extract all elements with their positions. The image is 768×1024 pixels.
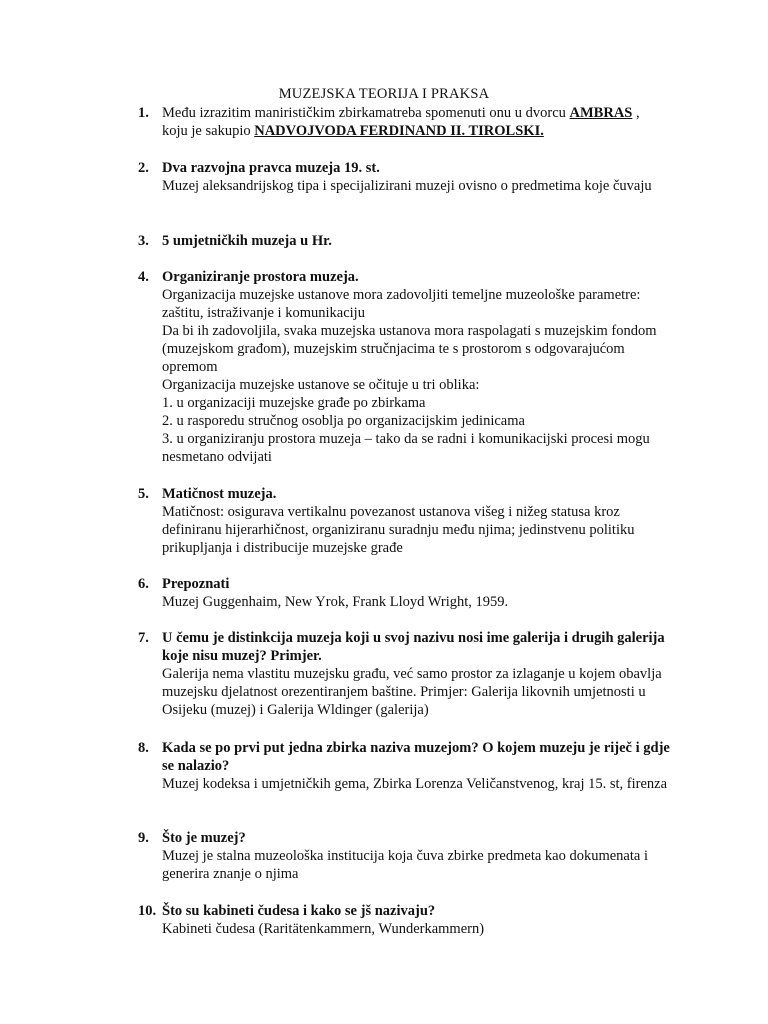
item-body (162, 159, 678, 195)
item-number: 5. (138, 486, 149, 502)
item-body (162, 268, 678, 466)
item-question: Organiziranje prostora muzeja. (162, 269, 359, 285)
item-text: , (632, 105, 640, 121)
item-answer: Muzej aleksandrijskog tipa i specijalizirani muzeji ovisno o predmetima koje čuvaju (162, 178, 652, 194)
item-answer: 3. u organiziranju prostora muzeja – tako da se radni i komunikacijski procesi mogu nesmetano odvijati (162, 431, 650, 465)
item-answer: Da bi ih zadovoljila, svaka muzejska ustanova mora raspolagati s muzejskim fondom (muzejskom građom), muzejskim stručnjacima te s prostorom s odgovarajućom opremom (162, 323, 657, 375)
item-body (162, 629, 678, 719)
item-text: Među izrazitim manirističkim zbirkamatreba spomenuti onu u dvorcu (162, 105, 570, 121)
item-question: Matičnost muzeja. (162, 486, 277, 502)
item-question: 5 umjetničkih muzeja u Hr. (162, 233, 332, 249)
item-number: 2. (138, 160, 149, 176)
list-item-1 (138, 104, 678, 140)
list-item-8 (138, 739, 678, 793)
list-item-5 (138, 485, 678, 557)
item-answer: Matičnost: osigurava vertikalnu povezanost ustanova višeg i nižeg statusa kroz definiranu hijerarhičnost, organiziranu suradnju među njima; jedinstvenu politiku prikupljanja i distribucije muzejske građe (162, 504, 635, 556)
item-text: koju je sakupio (162, 123, 255, 139)
item-answer: Organizacija muzejske ustanove mora zadovoljiti temeljne muzeološke parametre: zaštitu, istraživanje i komunikaciju (162, 287, 641, 321)
item-body (162, 232, 678, 250)
item-number: 10. (138, 903, 157, 919)
item-answer: 1. u organizaciji muzejske građe po zbirkama (162, 395, 426, 411)
document-title: MUZEJSKA TEORIJA I PRAKSA (278, 86, 490, 102)
list-item-6 (138, 575, 678, 611)
emphasis-ferdinand: NADVOJVODA FERDINAND II. TIROLSKI. (254, 123, 544, 139)
item-answer: Galerija nema vlastitu muzejsku građu, već samo prostor za izlaganje u kojem obavlja muzejsku djelatnost orezentiranjem baštine. Primjer: Galerija likovnih umjetnosti u Osijeku (muzej) i Galerija Wldinger (galerija) (162, 666, 662, 718)
item-line (162, 104, 678, 122)
item-answer: Muzej je stalna muzeološka institucija koja čuva zbirke predmeta kao dokumenata i generira znanje o njima (162, 848, 648, 882)
item-line (162, 122, 678, 140)
item-body (162, 104, 678, 140)
item-answer: Kabineti čudesa (Raritätenkammern, Wunderkammern) (162, 921, 485, 937)
list-item-2 (138, 159, 678, 195)
item-number: 4. (138, 269, 149, 285)
item-answer: Muzej kodeksa i umjetničkih gema, Zbirka Lorenza Veličanstvenog, kraj 15. st, firenza (162, 776, 668, 792)
item-number: 6. (138, 576, 149, 592)
item-question: Što su kabineti čudesa i kako se jš nazivaju? (162, 903, 436, 919)
item-body (162, 829, 678, 883)
item-number: 3. (138, 233, 149, 249)
list-item-7 (138, 629, 678, 719)
item-answer: Muzej Guggenhaim, New Yrok, Frank Lloyd Wright, 1959. (162, 594, 509, 610)
item-body (162, 575, 678, 611)
emphasis-ambras: AMBRAS (569, 105, 633, 121)
item-number: 8. (138, 740, 149, 756)
item-body (162, 902, 678, 938)
item-number: 7. (138, 630, 149, 646)
item-question: Prepoznati (162, 576, 230, 592)
item-answer: 2. u rasporedu stručnog osoblja po organizacijskim jedinicama (162, 413, 525, 429)
list-item-4 (138, 268, 678, 466)
item-question: U čemu je distinkcija muzeja koji u svoj nazivu nosi ime galerija i drugih galerija koje nisu muzej? Primjer. (162, 630, 665, 664)
item-body (162, 739, 678, 793)
list-item-9 (138, 829, 678, 883)
item-number: 1. (138, 105, 149, 121)
item-question: Kada se po prvi put jedna zbirka naziva muzejom? O kojem muzeju je riječ i gdje se nalazio? (162, 740, 670, 774)
item-question: Dva razvojna pravca muzeja 19. st. (162, 160, 380, 176)
item-body (162, 485, 678, 557)
list-item-10 (138, 902, 678, 938)
item-answer: Organizacija muzejske ustanove se očituje u tri oblika: (162, 377, 480, 393)
list-item-3 (138, 232, 678, 250)
item-question: Što je muzej? (162, 830, 246, 846)
item-number: 9. (138, 830, 149, 846)
